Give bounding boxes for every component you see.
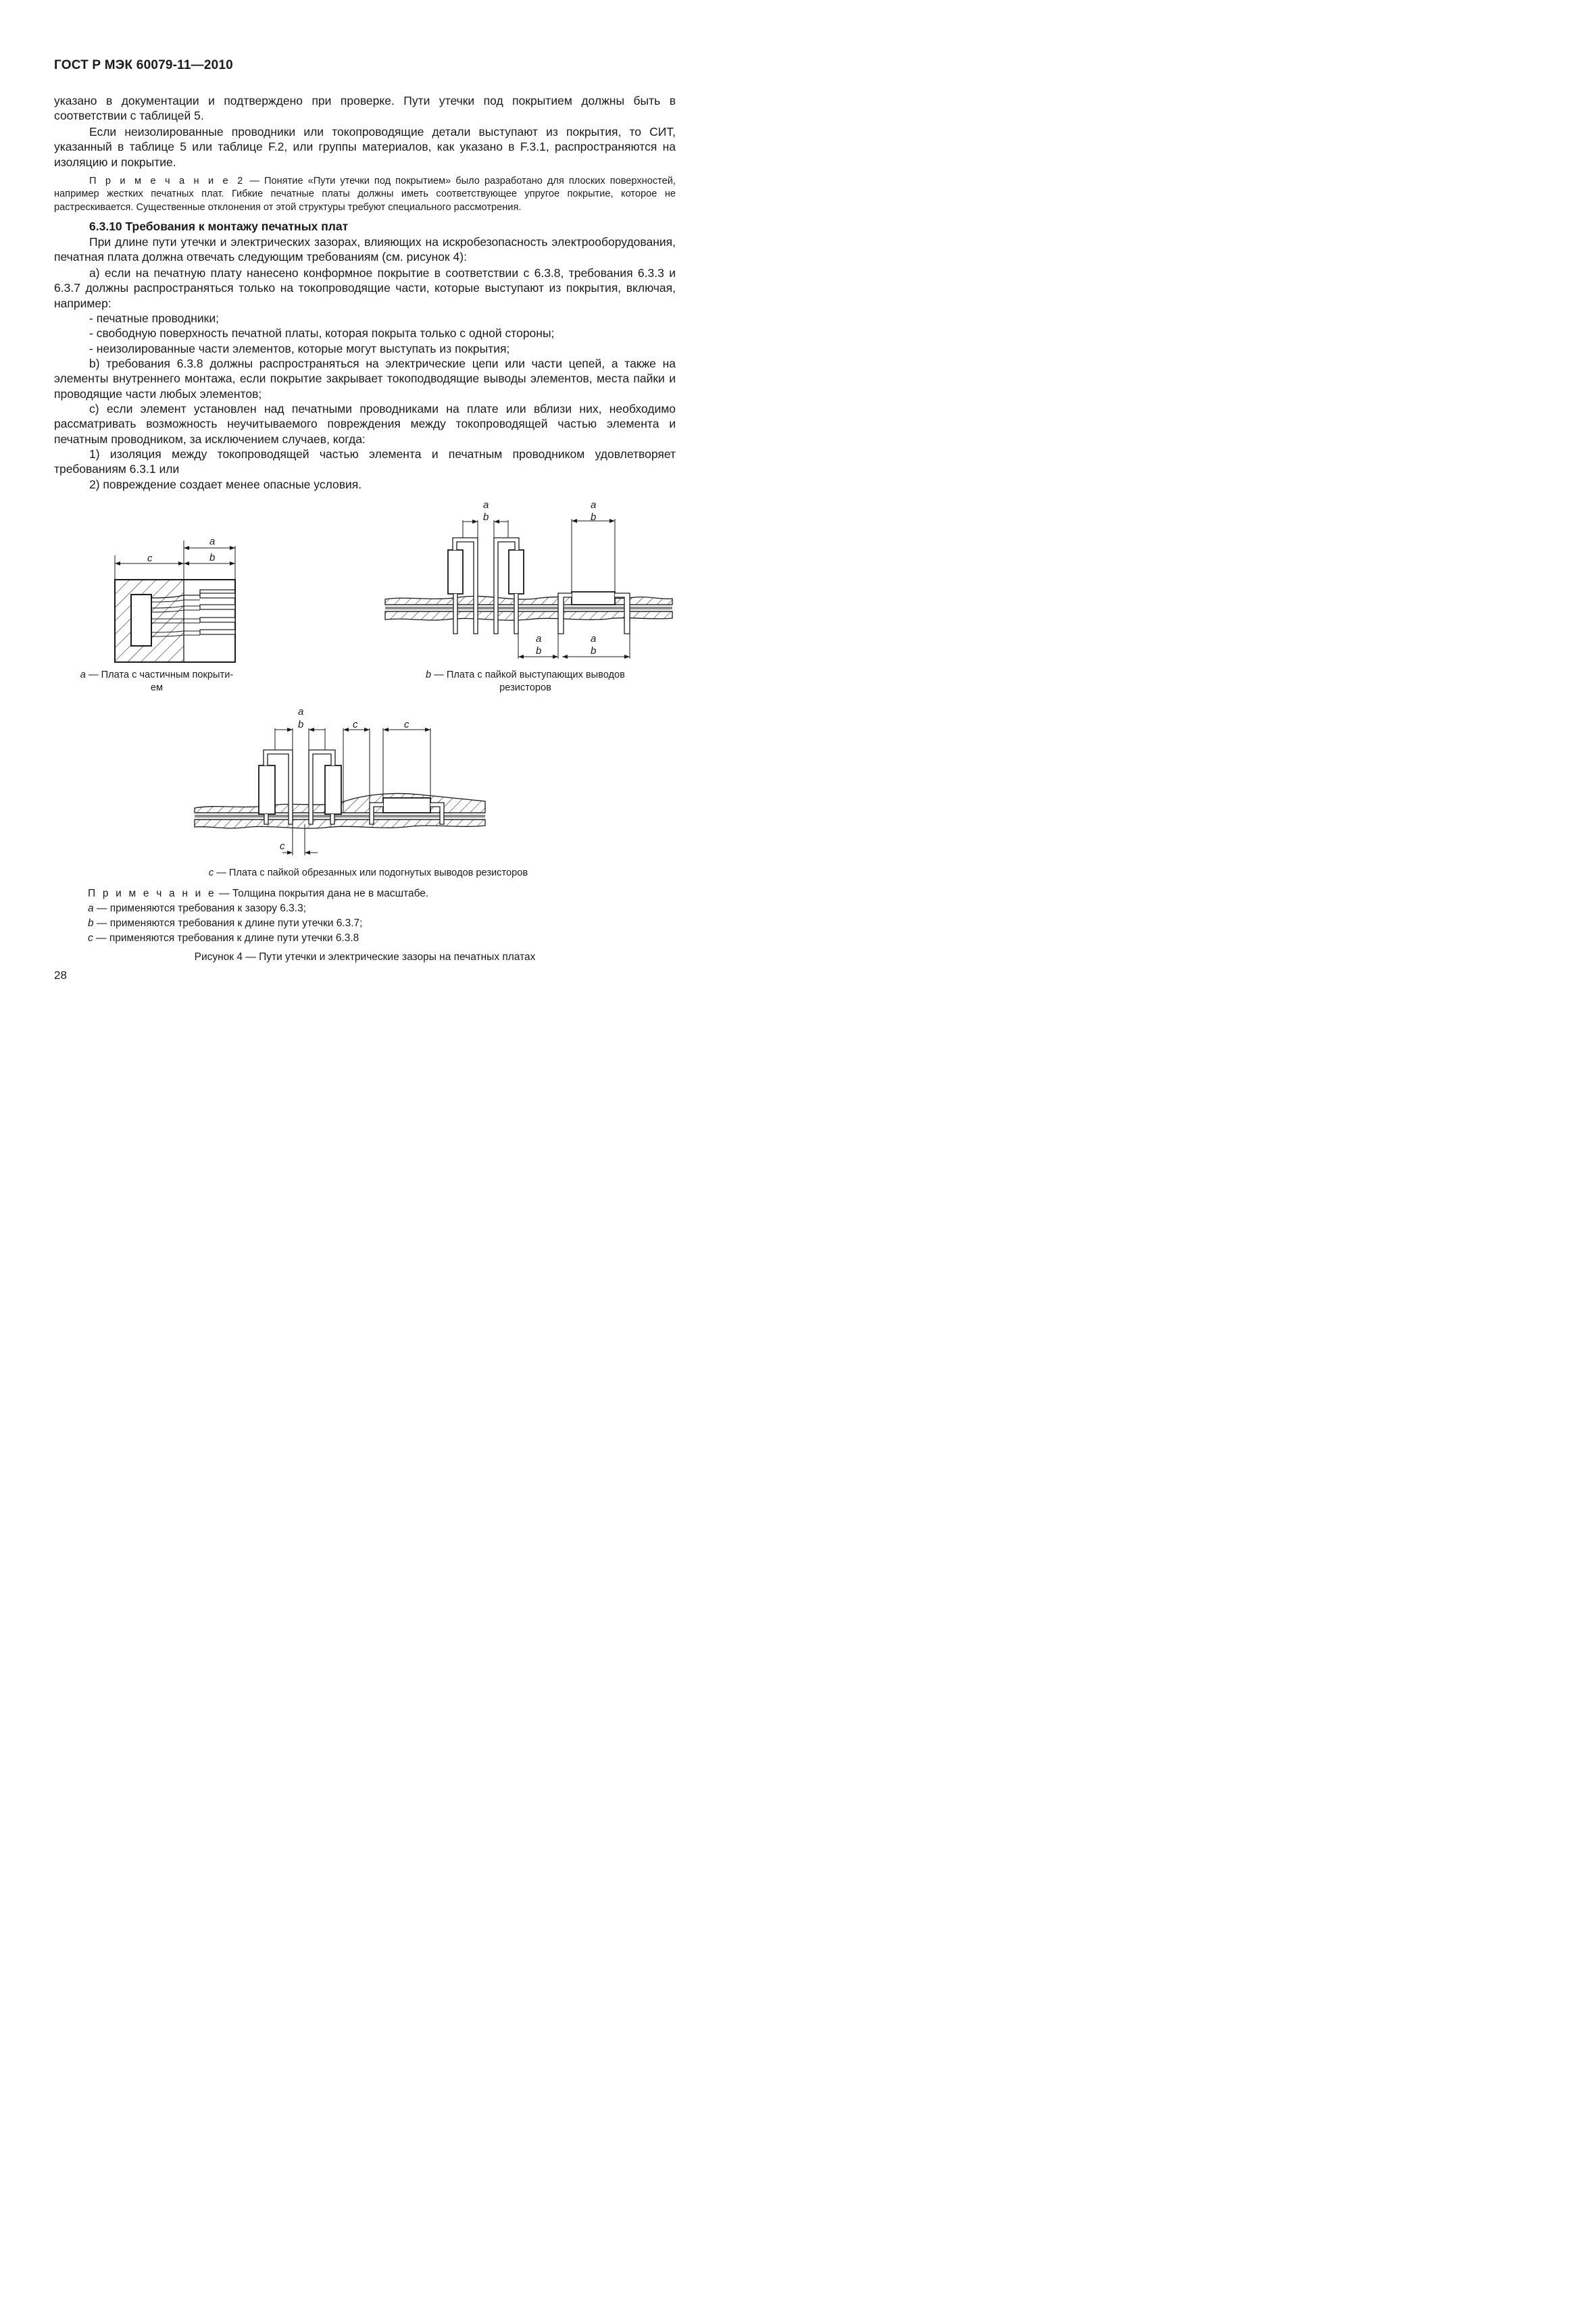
dimension-label-a: a bbox=[483, 499, 489, 511]
subfigure-a-caption bbox=[76, 669, 238, 695]
paragraph-continuation: указано в документации и подтверждено при проверке. Пути утечки под покрытием должны быть в соответствии с таблицей 5. bbox=[54, 94, 676, 123]
dimension-label-a: a bbox=[536, 633, 542, 645]
dimension-label-b: b bbox=[209, 552, 216, 563]
caption-text: — Плата с пайкой выступающих выводов резисторов bbox=[431, 670, 625, 693]
paragraph-uninsulated-conductors: Если неизолированные проводники или токопроводящие детали выступают из покрытия, то СИТ, указанный в таблице 5 или таблице F.2, или группы материалов, как указано в F.3.1, распространяются на изоляцию и покрытие. bbox=[54, 125, 676, 169]
dimension-label-b: b bbox=[591, 645, 597, 657]
subfigure-b-caption bbox=[409, 669, 642, 695]
list-item: - печатные проводники; bbox=[89, 311, 219, 325]
caption-text: — Плата с частичным покрыти-ем bbox=[85, 670, 234, 693]
dimension-label-a: a bbox=[298, 706, 304, 718]
subfigure-c-caption bbox=[189, 867, 547, 880]
figure-title: Рисунок 4 — Пути утечки и электрические зазоры на печатных платах bbox=[194, 951, 536, 963]
paragraph-item-a: a) если на печатную плату нанесено конформное покрытие в соответствии с 6.3.8, требования 6.3.3 и 6.3.7 должны распространяться только на токопроводящие части, которые выступают из покрытия, включая, например: bbox=[54, 266, 676, 310]
paragraph-item-b: b) требования 6.3.8 должны распространяться на электрические цепи или части цепей, а также на элементы внутреннего монтажа, если покрытие закрывает токоподводящие выводы элементов, места пайки и проводящие части любых элементов; bbox=[54, 357, 676, 401]
dimension-label-b: b bbox=[536, 645, 542, 657]
paragraph-item-c: c) если элемент установлен над печатными проводниками на плате или вблизи них, необходимо рассматривать возможность неучитываемого повреждения между токопроводящей частью элемента и печатным проводником, за исключением случаев, когда: bbox=[54, 402, 676, 446]
subfigure-b-board bbox=[385, 519, 672, 659]
figure-note-text: — Толщина покрытия дана не в масштабе. bbox=[219, 888, 429, 899]
dimension-label-a: a bbox=[591, 633, 597, 645]
figure-note bbox=[88, 886, 428, 901]
note-2-text: — Понятие «Пути утечки под покрытием» было разработано для плоских поверхностей, например жестких печатных плат. Гибкие печатные платы должны иметь соответствующее упругое покрытие, которое не растрескивается. Существенные отклонения от этой структуры требуют специального рассмотрения. bbox=[54, 176, 676, 213]
legend-text: — применяются требования к зазору 6.3.3; bbox=[93, 903, 307, 914]
dimension-label-c: c bbox=[280, 840, 285, 852]
note-2-label: П р и м е ч а н и е 2 bbox=[89, 176, 245, 186]
legend-text: — применяются требования к длине пути утечки 6.3.8 bbox=[93, 932, 359, 944]
legend-letter: c bbox=[88, 932, 93, 944]
list-item: - неизолированные части элементов, которые могут выступать из покрытия; bbox=[89, 342, 510, 355]
dimension-label-b: b bbox=[591, 511, 597, 523]
dimension-label-a: a bbox=[591, 499, 597, 511]
subfigure-c-board bbox=[195, 728, 485, 855]
dimension-label-a: a bbox=[209, 536, 216, 547]
paragraph-intro: При длине пути утечки и электрических зазорах, влияющих на искробезопасность электрооборудования, печатная плата должна отвечать следующим требованиям (см. рисунок 4): bbox=[54, 235, 676, 264]
paragraph-condition-1: 1) изоляция между токопроводящей частью элемента и печатным проводником удовлетворяет требованиям 6.3.1 или bbox=[54, 447, 676, 476]
document-header: ГОСТ Р МЭК 60079-11—2010 bbox=[54, 58, 233, 72]
dimension-label-c: c bbox=[353, 719, 358, 730]
dimension-label-c: c bbox=[404, 719, 409, 730]
caption-letter: c bbox=[208, 867, 214, 878]
figure-note-label: П р и м е ч а н и е bbox=[88, 888, 216, 899]
legend-item bbox=[88, 931, 359, 946]
dimension-label-b: b bbox=[483, 511, 489, 523]
legend-item bbox=[88, 916, 362, 931]
caption-text: — Плата с пайкой обрезанных или подогнутых выводов резисторов bbox=[214, 867, 528, 878]
legend-item bbox=[88, 901, 306, 916]
caption-letter: a bbox=[80, 670, 86, 680]
legend-letter: b bbox=[88, 917, 94, 929]
legend-letter: a bbox=[88, 903, 94, 914]
dimension-label-c: c bbox=[147, 553, 153, 564]
page-number: 28 bbox=[54, 969, 67, 982]
paragraph-condition-2: 2) повреждение создает менее опасные условия. bbox=[89, 478, 362, 491]
dimension-label-b: b bbox=[298, 719, 304, 730]
section-heading: 6.3.10 Требования к монтажу печатных плат bbox=[89, 220, 349, 233]
legend-text: — применяются требования к длине пути утечки 6.3.7; bbox=[93, 917, 363, 929]
list-item: - свободную поверхность печатной платы, которая покрыта только с одной стороны; bbox=[89, 326, 555, 340]
caption-letter: b bbox=[426, 670, 432, 680]
subfigure-a-board bbox=[115, 540, 235, 662]
